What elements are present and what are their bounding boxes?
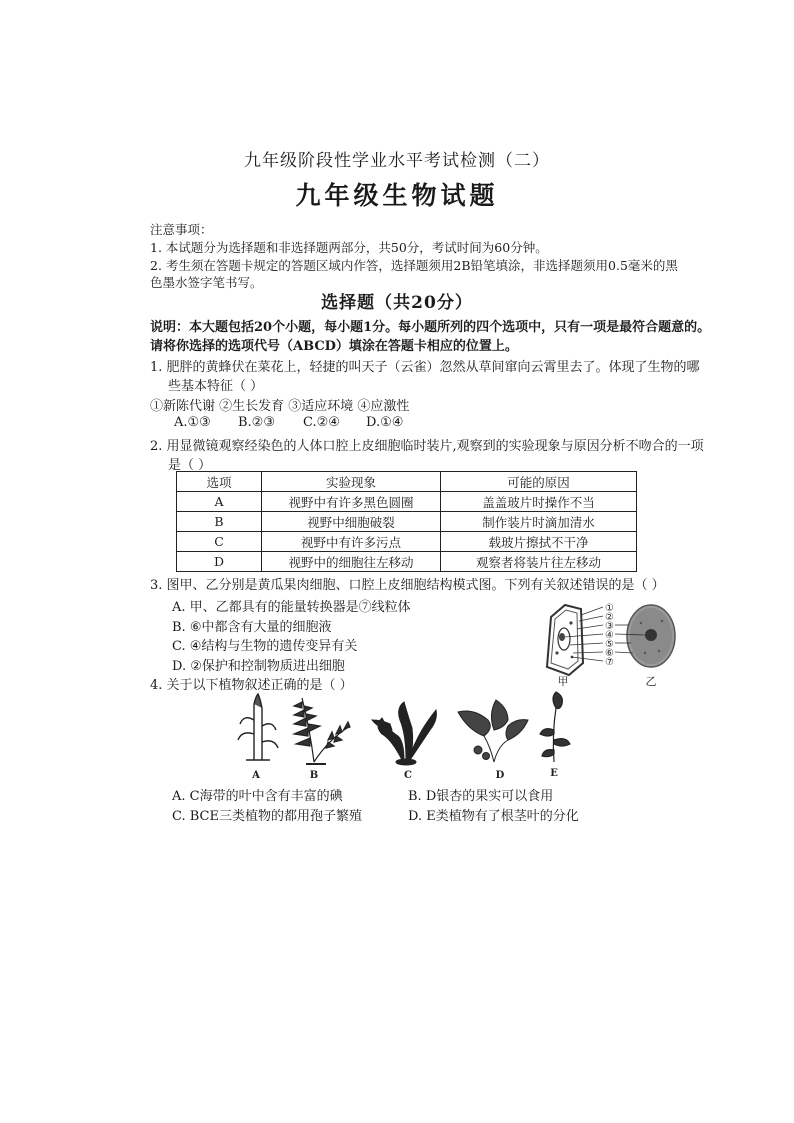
q4-option-c: C. BCE三类植物的都用孢子繁殖 xyxy=(172,809,362,824)
section-desc-line-2: 请将你选择的选项代号（ABCD）填涂在答题卡相应的位置上。 xyxy=(150,339,518,354)
q1-option-c: C.②④ xyxy=(303,415,340,430)
marker-3: ③ xyxy=(605,621,614,632)
table-cell: 制作装片时滴加清水 xyxy=(441,512,637,532)
table-header-row xyxy=(177,472,637,492)
plant-cell-diagram xyxy=(547,605,603,675)
notes-heading: 注意事项： xyxy=(150,222,213,237)
q4-option-d: D. E类植物有了根茎叶的分化 xyxy=(408,809,579,824)
q4-option-a: A. C海带的叶中含有丰富的碘 xyxy=(172,789,343,804)
table-cell: B xyxy=(177,512,262,532)
label-jia: 甲 xyxy=(557,675,569,687)
table-row xyxy=(177,512,637,532)
plant-a-image xyxy=(238,694,278,760)
plant-label-a: A xyxy=(252,770,260,781)
label-yi: 乙 xyxy=(645,675,657,687)
q3-option-c: C. ④结构与生物的遗传变异有关 xyxy=(172,639,358,654)
table-header-cell: 选项 xyxy=(177,472,262,492)
plant-c-image xyxy=(372,702,436,765)
q2-stem-line-1: 2. 用显微镜观察经染色的人体口腔上皮细胞临时装片,观察到的实验现象与原因分析不吻合的一项 xyxy=(150,439,704,454)
table-cell: C xyxy=(177,532,262,552)
q1-traits: ①新陈代谢 ②生长发育 ③适应环境 ④应激性 xyxy=(150,399,410,414)
table-row xyxy=(177,492,637,512)
plant-d-image xyxy=(458,700,528,762)
marker-6: ⑥ xyxy=(605,648,614,659)
table-cell: 盖盖玻片时操作不当 xyxy=(441,492,637,512)
table-cell: 载玻片擦拭不干净 xyxy=(441,532,637,552)
table-header-cell: 实验现象 xyxy=(262,472,441,492)
table-row xyxy=(177,552,637,572)
notes-item-1: 1. 本试题分为选择题和非选择题两部分，共50分，考试时间为60分钟。 xyxy=(150,240,548,255)
q1-stem-line-2: 些基本特征（ ） xyxy=(168,379,264,394)
q1-option-d: D.①④ xyxy=(366,415,404,430)
marker-4: ④ xyxy=(605,630,614,641)
q1-option-a: A.①③ xyxy=(174,415,211,430)
plant-label-d: D xyxy=(495,770,505,781)
marker-5: ⑤ xyxy=(605,639,614,650)
section-title: 选择题（共20分） xyxy=(321,293,473,313)
q2-table xyxy=(176,471,637,572)
q2-stem-line-2: 是（ ） xyxy=(168,458,212,473)
exam-title: 九年级阶段性学业水平考试检测（二） xyxy=(244,151,550,171)
table-cell: 观察者将装片往左移动 xyxy=(441,552,637,572)
table-cell: D xyxy=(177,552,262,572)
q1-option-b: B.②③ xyxy=(238,415,275,430)
marker-7: ⑦ xyxy=(605,657,614,668)
table-row xyxy=(177,532,637,552)
plant-e-image xyxy=(540,692,570,762)
table-header-cell: 可能的原因 xyxy=(441,472,637,492)
q3-option-b: B. ⑥中都含有大量的细胞液 xyxy=(172,620,332,635)
table-cell: 视野中有许多污点 xyxy=(262,532,441,552)
q4-plants-figure xyxy=(232,690,582,782)
table-cell: 视野中细胞破裂 xyxy=(262,512,441,532)
marker-1: ① xyxy=(605,603,614,614)
table-cell: 视野中的细胞往左移动 xyxy=(262,552,441,572)
plant-label-c: C xyxy=(404,770,412,781)
q3-option-a: A. 甲、乙都具有的能量转换器是⑦线粒体 xyxy=(172,600,411,615)
q4-option-b: B. D银杏的果实可以食用 xyxy=(408,789,554,804)
notes-item-2-line-1: 2. 考生须在答题卡规定的答题区域内作答，选择题须用2B铅笔填涂，非选择题须用0.5毫米的黑 xyxy=(150,258,678,273)
plant-b-image xyxy=(294,698,350,764)
table-cell: 视野中有许多黑色圆圈 xyxy=(262,492,441,512)
subject-title: 九年级生物试题 xyxy=(295,181,499,210)
q3-option-d: D. ②保护和控制物质进出细胞 xyxy=(172,659,345,674)
q1-stem-line-1: 1. 肥胖的黄蜂伏在菜花上，轻捷的叫天子（云雀）忽然从草间窜向云霄里去了。体现了生物的哪 xyxy=(150,360,700,375)
cell-structure-figure xyxy=(537,601,687,687)
plant-label-b: B xyxy=(309,770,319,781)
q3-stem: 3. 图甲、乙分别是黄瓜果肉细胞、口腔上皮细胞结构模式图。下列有关叙述错误的是（ ） xyxy=(150,578,665,593)
table-cell: A xyxy=(177,492,262,512)
section-desc-line-1: 说明：本大题包括20个小题，每小题1分。每小题所列的四个选项中，只有一项是最符合题意的。 xyxy=(150,320,711,335)
notes-item-2-line-2: 色墨水签字笔书写。 xyxy=(150,275,263,290)
plant-label-e: E xyxy=(550,768,558,779)
marker-2: ② xyxy=(605,612,614,623)
animal-cell-diagram xyxy=(615,605,675,667)
q4-stem: 4. 关于以下植物叙述正确的是（ ） xyxy=(150,678,353,693)
